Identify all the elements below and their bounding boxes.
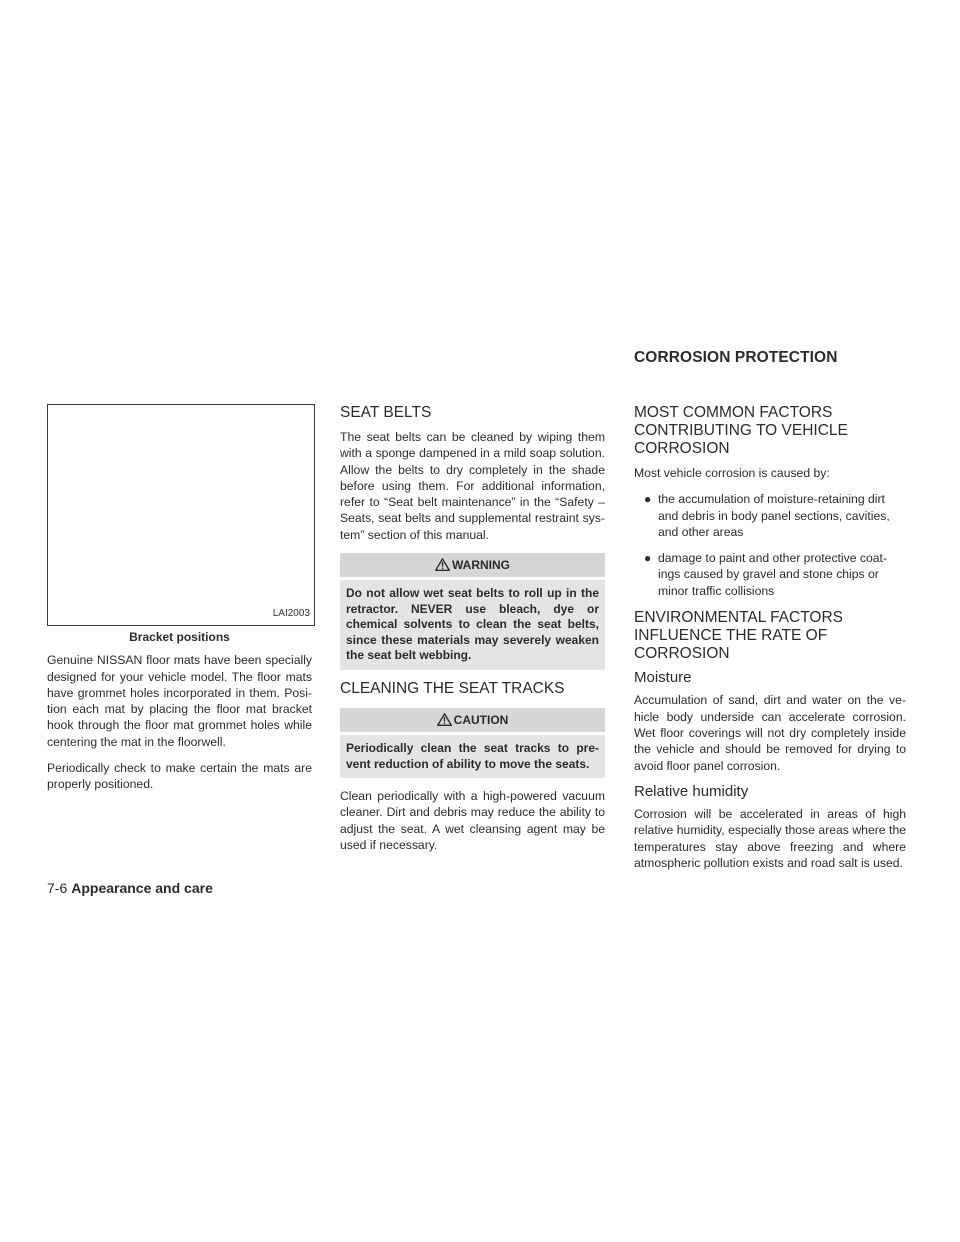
floor-mats-check-paragraph: Periodically check to make certain the mats are properly positioned. [47, 761, 312, 792]
seat-belts-heading: SEAT BELTS [340, 404, 432, 421]
corrosion-factors-intro: Most vehicle corrosion is caused by: [634, 466, 830, 480]
figure-caption: Bracket positions [129, 630, 230, 644]
page-top-margin [0, 0, 960, 382]
environmental-factors-heading: ENVIRONMENTAL FACTORS INFLUENCE THE RATE OF CORROSION [634, 609, 843, 663]
footer-section-title: Appearance and care [71, 880, 213, 896]
floor-mats-paragraph: Genuine NISSAN floor mats have been specially designed for your vehicle model. The floor mats have grommet holes incorporated in them. Posi- tion each mat by placing the floor mat bracket hook through the floor mat grommet holes while centering the mat in the floorwell. [47, 653, 312, 749]
seat-tracks-heading: CLEANING THE SEAT TRACKS [340, 679, 565, 697]
caution-body: Periodically clean the seat tracks to pre- vent reduction of ability to move the seats. [340, 735, 605, 778]
list-item [634, 491, 906, 540]
warning-header [340, 553, 605, 577]
column-left [47, 404, 312, 803]
moisture-paragraph: Accumulation of sand, dirt and water on the ve- hicle body underside can accelerate corrosion. Wet floor coverings will not dry completely inside the vehicle and should be removed for drying to avoid floor panel corrosion. [634, 693, 906, 773]
humidity-heading: Relative humidity [634, 782, 749, 800]
column-middle [340, 404, 605, 863]
section-banner-title: CORROSION PROTECTION [634, 349, 838, 366]
caution-header [340, 708, 605, 732]
column-right [634, 404, 906, 881]
caution-triangle-icon [437, 713, 452, 726]
seat-tracks-paragraph: Clean periodically with a high-powered vacuum cleaner. Dirt and debris may reduce the ability to adjust the seat. A wet cleansing agent may be used if necessary. [340, 789, 605, 853]
page-number: 7-6 [47, 880, 68, 896]
bullet-icon: ● [644, 551, 652, 566]
page-footer [47, 880, 213, 896]
moisture-heading: Moisture [634, 669, 692, 687]
corrosion-factors-list [634, 491, 906, 599]
warning-label: WARNING [452, 558, 510, 573]
list-item [634, 550, 906, 599]
humidity-paragraph: Corrosion will be accelerated in areas of high relative humidity, especially those areas where the temperatures stay above freezing and where atmospheric pollution exists and road salt is used. [634, 807, 906, 871]
warning-body: Do not allow wet seat belts to roll up in the retractor. NEVER use bleach, dye or chemical solvents to clean the seat belts, since these materials may severely weaken the seat belt webbing. [340, 580, 605, 670]
warning-triangle-icon [435, 558, 450, 571]
caution-label: CAUTION [453, 712, 509, 727]
bullet-icon: ● [644, 492, 652, 507]
figure-code: LAI2003 [272, 607, 310, 619]
seat-belts-paragraph: The seat belts can be cleaned by wiping them with a sponge dampened in a mild soap solution. Allow the belts to dry completely in the shade before using them. For additional information, refer to “Seat belt maintenance” in the “Safety – Seats, seat belts and supplemental restraint sys- tem” section of this manual. [340, 430, 605, 542]
corrosion-factors-heading: MOST COMMON FACTORS CONTRIBUTING TO VEHICLE CORROSION [634, 404, 848, 457]
list-item-text: the accumulation of moisture-retaining dirt and debris in body panel sections, cavities, and other areas [658, 492, 890, 539]
figure-image-frame [47, 404, 315, 626]
list-item-text: damage to paint and other protective coat- ings caused by gravel and stone chips or minor traffic collisions [658, 551, 887, 598]
